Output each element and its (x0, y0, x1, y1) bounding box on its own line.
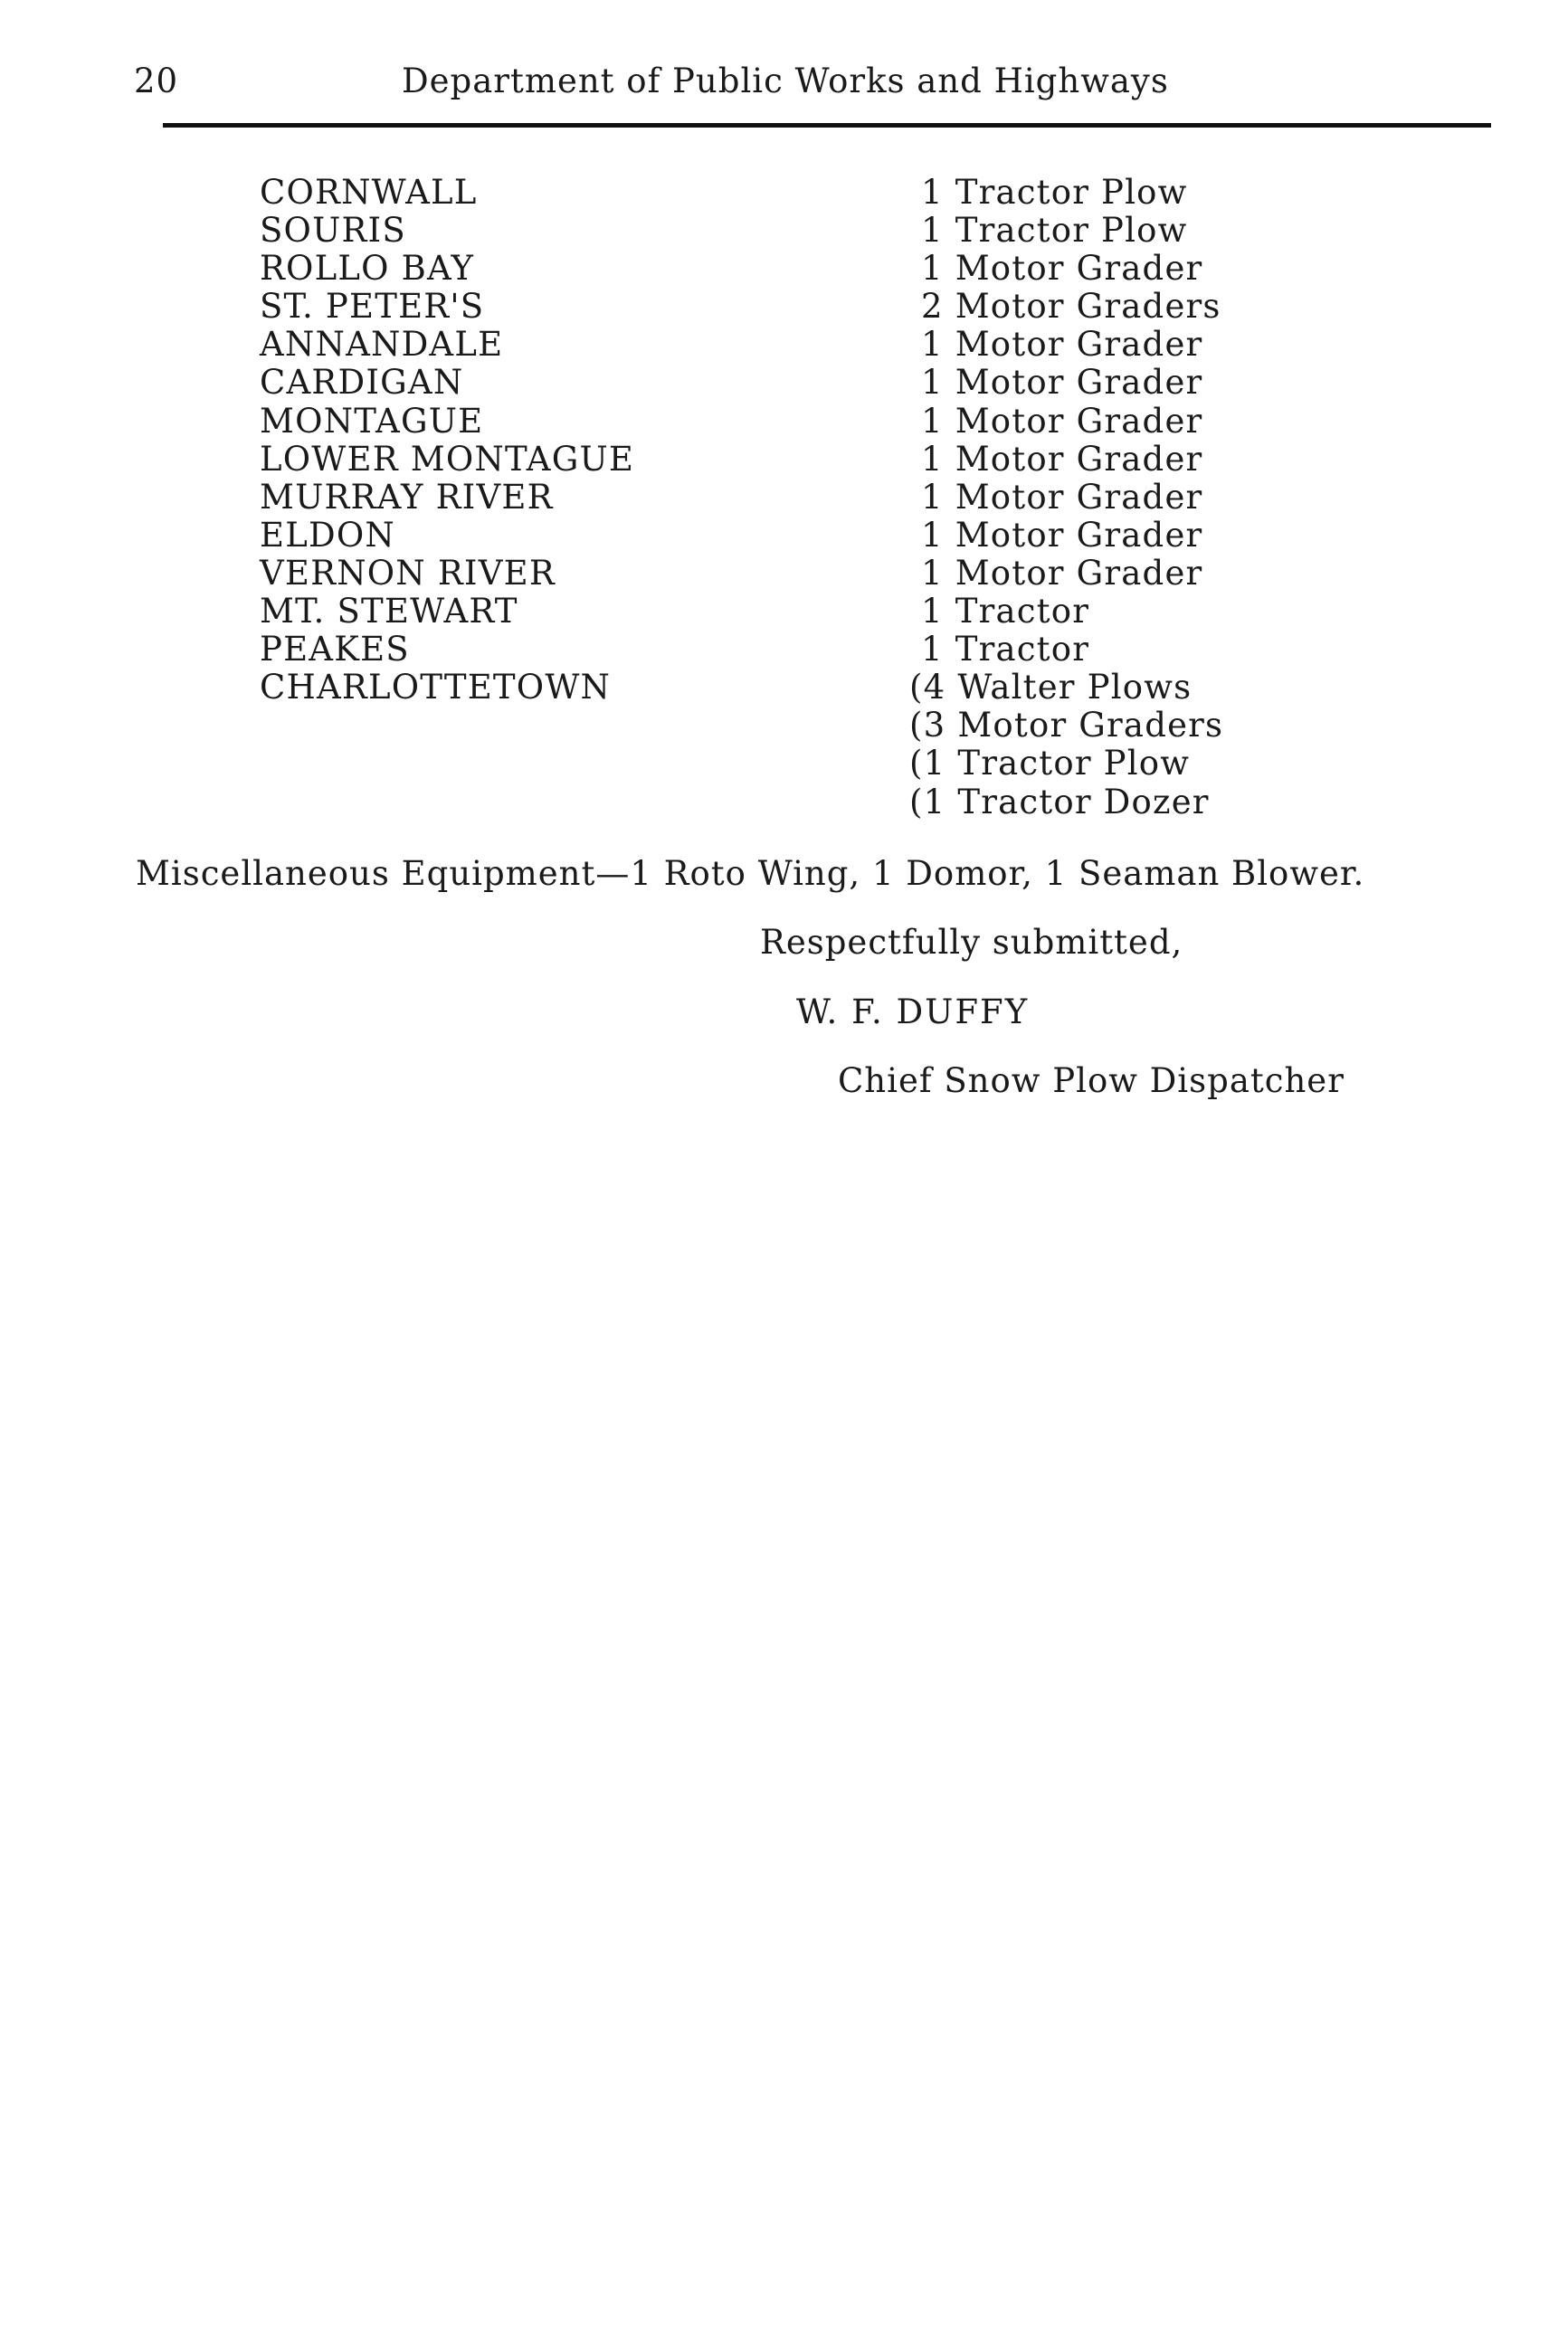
equipment: 1 Motor Grader (921, 325, 1203, 365)
page-number: 20 (134, 62, 179, 100)
place-name: MONTAGUE (260, 401, 484, 441)
equipment: 1 Tractor Plow (921, 211, 1188, 251)
signature-title: Chief Snow Plow Dispatcher (838, 1061, 1345, 1100)
list-item (0, 669, 1568, 707)
equipment: (1 Tractor Dozer (909, 782, 1210, 821)
equipment: 1 Motor Grader (921, 477, 1203, 517)
page-header (134, 62, 1491, 112)
place-name: MT. STEWART (260, 592, 518, 631)
place-name: CORNWALL (260, 173, 478, 212)
signature-name: W. F. DUFFY (796, 992, 1030, 1031)
place-name: VERNON RIVER (260, 553, 556, 593)
miscellaneous-equipment: Miscellaneous Equipment—1 Roto Wing, 1 Domor, 1 Seaman Blower. (136, 854, 1365, 893)
list-item (0, 403, 1568, 441)
list-item (0, 364, 1568, 402)
closing-line: Respectfully submitted, (760, 923, 1183, 962)
place-name: PEAKES (260, 630, 410, 669)
equipment: 2 Motor Graders (921, 287, 1221, 327)
equipment: 1 Motor Grader (921, 401, 1203, 441)
place-name: CHARLOTTETOWN (260, 668, 612, 707)
place-name: CARDIGAN (260, 363, 464, 403)
equipment: 1 Tractor Plow (921, 173, 1188, 212)
list-item (0, 174, 1568, 212)
list-item (0, 250, 1568, 288)
equipment: 1 Motor Grader (921, 515, 1203, 555)
equipment: 1 Motor Grader (921, 249, 1203, 289)
place-name: LOWER MONTAGUE (260, 439, 635, 479)
equipment: 1 Motor Grader (921, 363, 1203, 403)
equipment: (1 Tractor Plow (909, 744, 1191, 783)
list-item (0, 479, 1568, 517)
place-name: ROLLO BAY (260, 249, 475, 289)
equipment: (3 Motor Graders (909, 706, 1224, 745)
place-name: ANNANDALE (260, 325, 504, 365)
list-item (0, 783, 1568, 821)
place-name: ELDON (260, 515, 395, 555)
list-item (0, 517, 1568, 555)
list-item (0, 631, 1568, 669)
place-name: ST. PETER'S (260, 287, 485, 327)
equipment-list (0, 174, 1568, 821)
place-name: MURRAY RIVER (260, 477, 554, 517)
list-item (0, 555, 1568, 593)
running-head: Department of Public Works and Highways (402, 62, 1169, 100)
list-item (0, 593, 1568, 631)
equipment: 1 Tractor (921, 630, 1090, 669)
list-item (0, 326, 1568, 364)
equipment: 1 Motor Grader (921, 553, 1203, 593)
equipment: 1 Motor Grader (921, 439, 1203, 479)
list-item (0, 288, 1568, 326)
list-item (0, 441, 1568, 479)
place-name: SOURIS (260, 211, 406, 251)
equipment: (4 Walter Plows (909, 668, 1193, 707)
list-item (0, 745, 1568, 783)
list-item (0, 212, 1568, 250)
equipment: 1 Tractor (921, 592, 1090, 631)
header-rule (163, 123, 1491, 128)
list-item (0, 707, 1568, 745)
